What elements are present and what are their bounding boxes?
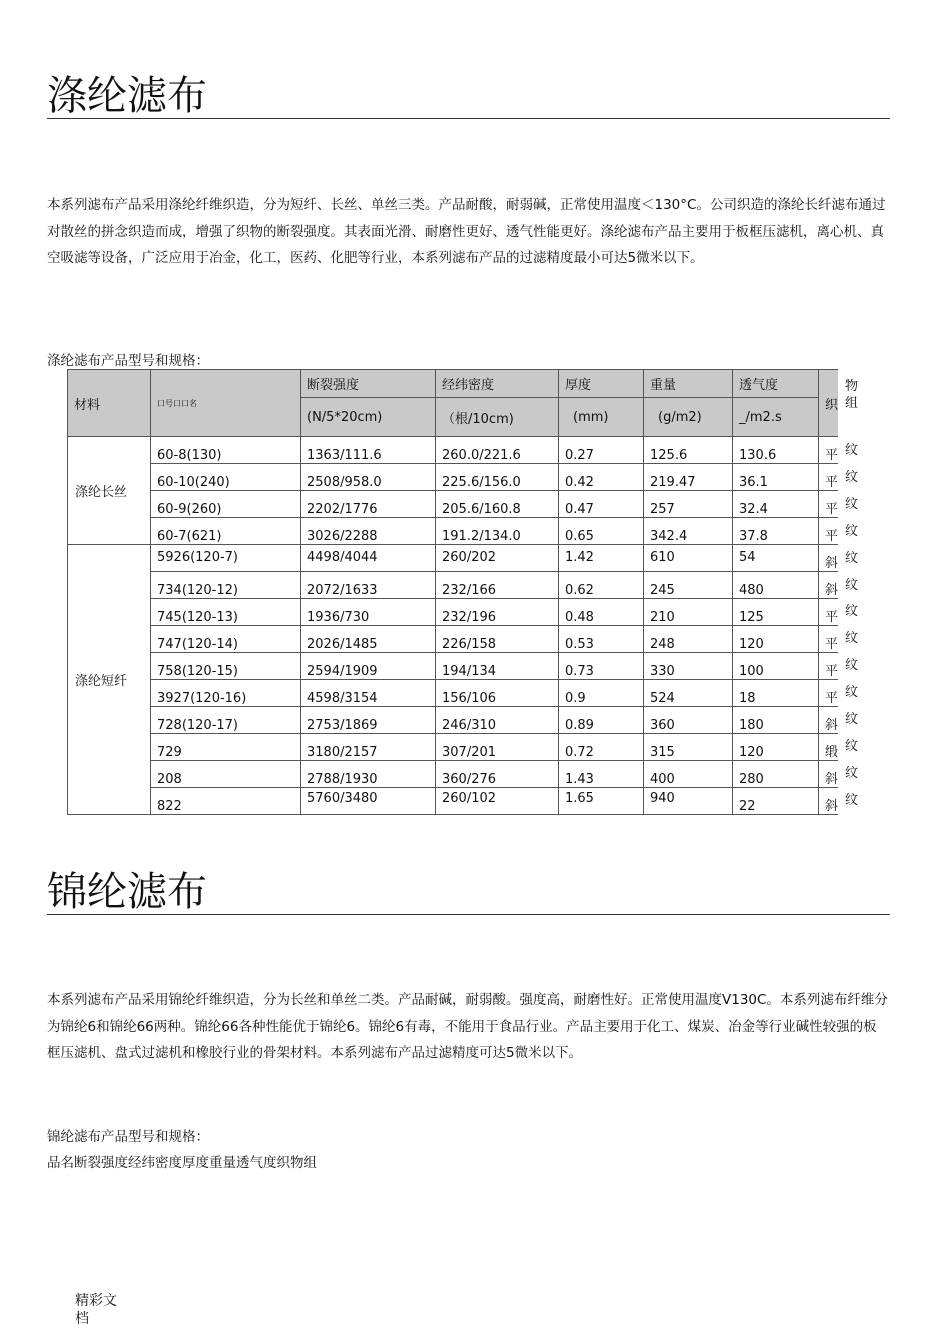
density-cell: 194/134 <box>436 653 559 680</box>
header-weave: 织 <box>819 370 839 437</box>
strength-cell: 3180/2157 <box>301 734 436 761</box>
table-row <box>68 518 839 545</box>
side-weave-char: 纹 <box>845 766 859 781</box>
weight-cell: 219.47 <box>644 464 733 491</box>
air-cell: 18 <box>733 680 819 707</box>
weave-cell: 平 <box>819 491 839 518</box>
model-cell: 60-9(260) <box>151 491 301 518</box>
thickness-cell: 0.62 <box>559 572 644 599</box>
model-cell: 60-10(240) <box>151 464 301 491</box>
thickness-cell: 0.27 <box>559 437 644 464</box>
density-cell: 205.6/160.8 <box>436 491 559 518</box>
air-cell: 120 <box>733 626 819 653</box>
density-cell: 225.6/156.0 <box>436 464 559 491</box>
weight-cell: 610 <box>644 545 733 572</box>
side-weave-char: 纹 <box>845 685 859 700</box>
weave-cell: 斜 <box>819 545 839 572</box>
strength-cell: 2594/1909 <box>301 653 436 680</box>
model-cell: 208 <box>151 761 301 788</box>
strength-cell: 2072/1633 <box>301 572 436 599</box>
weight-cell: 315 <box>644 734 733 761</box>
table-caption-nylon: 锦纶滤布产品型号和规格： <box>47 1129 209 1145</box>
weave-cell: 斜 <box>819 761 839 788</box>
density-cell: 260/202 <box>436 545 559 572</box>
thickness-cell: 0.89 <box>559 707 644 734</box>
thickness-cell: 0.9 <box>559 680 644 707</box>
header-thickness-unit: (mm) <box>559 398 644 437</box>
section-title-polyester: 涤纶滤布 <box>47 74 890 119</box>
strength-cell: 2788/1930 <box>301 761 436 788</box>
density-cell: 360/276 <box>436 761 559 788</box>
strength-cell: 1936/730 <box>301 599 436 626</box>
weight-cell: 257 <box>644 491 733 518</box>
thickness-cell: 1.65 <box>559 788 644 815</box>
side-weave-char: 纹 <box>845 712 859 727</box>
side-weave-char: 纹 <box>845 497 859 512</box>
model-cell: 758(120-15) <box>151 653 301 680</box>
air-cell: 37.8 <box>733 518 819 545</box>
air-cell: 130.6 <box>733 437 819 464</box>
weight-cell: 245 <box>644 572 733 599</box>
side-weave-char: 纹 <box>845 631 859 646</box>
header-density: 经纬密度 <box>436 370 559 398</box>
section-paragraph-nylon: 本系列滤布产品采用锦纶纤维织造，分为长丝和单丝二类。产品耐碱，耐弱酸。强度高，耐磨性好。正常使用温度V130C。本系列滤布纤维分为锦纶6和锦纶66两种。锦纶66各种性能优于锦纶6。锦纶6有毒，不能用于食品行业。产品主要用于化工、煤炭、冶金等行业碱性较强的板框压滤机、盘式过滤机和橡胶行业的骨架材料。本系列滤布产品过滤精度可达5微米以下。 <box>47 992 888 1061</box>
table-row <box>68 572 839 599</box>
weight-cell: 940 <box>644 788 733 815</box>
thickness-cell: 0.47 <box>559 491 644 518</box>
model-cell: 734(120-12) <box>151 572 301 599</box>
thickness-cell: 0.73 <box>559 653 644 680</box>
table-caption-polyester: 涤纶滤布产品型号和规格： <box>47 353 209 369</box>
model-cell: 3927(120-16) <box>151 680 301 707</box>
air-cell: 22 <box>733 788 819 815</box>
table-header-line-nylon: 品名断裂强度经纬密度厚度重量透气度织物组 <box>47 1155 317 1171</box>
table-row <box>68 626 839 653</box>
model-cell: 747(120-14) <box>151 626 301 653</box>
table-row <box>68 491 839 518</box>
table-row <box>68 437 839 464</box>
thickness-cell: 0.65 <box>559 518 644 545</box>
model-cell: 729 <box>151 734 301 761</box>
table-row <box>68 761 839 788</box>
model-cell: 60-7(621) <box>151 518 301 545</box>
air-cell: 32.4 <box>733 491 819 518</box>
table-row <box>68 680 839 707</box>
header-air-unit: _/m2.s <box>733 398 819 437</box>
strength-cell: 4498/4044 <box>301 545 436 572</box>
side-weave-char: 纹 <box>845 524 859 539</box>
model-cell: 745(120-13) <box>151 599 301 626</box>
footer-text: 精彩文档 <box>75 1293 117 1327</box>
density-cell: 156/106 <box>436 680 559 707</box>
weight-cell: 125.6 <box>644 437 733 464</box>
weave-cell: 缎 <box>819 734 839 761</box>
section-paragraph-polyester: 本系列滤布产品采用涤纶纤维织造，分为短纤、长丝、单丝三类。产品耐酸，耐弱碱，正常使用温度＜130°C。公司织造的涤纶长纤滤布通过对散丝的拼念织造而成，增强了织物的断裂强度。其表面光滑、耐磨性更好、透气性能更好。涤纶滤布产品主要用于板框压滤机，离心机、真空吸滤等设备，广泛应用于冶金，化工，医药、化肥等行业，本系列滤布产品的过滤精度最小可达5微米以下。 <box>47 197 886 266</box>
strength-cell: 2508/958.0 <box>301 464 436 491</box>
air-cell: 100 <box>733 653 819 680</box>
air-cell: 120 <box>733 734 819 761</box>
air-cell: 36.1 <box>733 464 819 491</box>
density-cell: 232/196 <box>436 599 559 626</box>
thickness-cell: 0.53 <box>559 626 644 653</box>
strength-cell: 2753/1869 <box>301 707 436 734</box>
side-header-1: 物 <box>845 379 859 394</box>
model-cell: 822 <box>151 788 301 815</box>
model-cell: 60-8(130) <box>151 437 301 464</box>
density-cell: 191.2/134.0 <box>436 518 559 545</box>
weight-cell: 400 <box>644 761 733 788</box>
table-row <box>68 653 839 680</box>
weight-cell: 210 <box>644 599 733 626</box>
strength-cell: 2026/1485 <box>301 626 436 653</box>
air-cell: 480 <box>733 572 819 599</box>
weight-cell: 360 <box>644 707 733 734</box>
weave-cell: 平 <box>819 464 839 491</box>
thickness-cell: 1.42 <box>559 545 644 572</box>
thickness-cell: 1.43 <box>559 761 644 788</box>
header-air: 透气度 <box>733 370 819 398</box>
section-title-nylon: 锦纶滤布 <box>47 870 890 915</box>
polyester-spec-table <box>67 369 838 815</box>
weave-cell: 平 <box>819 680 839 707</box>
strength-cell: 3026/2288 <box>301 518 436 545</box>
material-cell: 涤纶长丝 <box>68 437 151 545</box>
density-cell: 226/158 <box>436 626 559 653</box>
density-cell: 246/310 <box>436 707 559 734</box>
side-weave-char: 纹 <box>845 470 859 485</box>
density-cell: 260/102 <box>436 788 559 815</box>
header-strength-unit: (N/5*20cm) <box>301 398 436 437</box>
side-weave-char: 纹 <box>845 443 859 458</box>
weight-cell: 524 <box>644 680 733 707</box>
weave-cell: 平 <box>819 653 839 680</box>
density-cell: 307/201 <box>436 734 559 761</box>
air-cell: 280 <box>733 761 819 788</box>
thickness-cell: 0.42 <box>559 464 644 491</box>
strength-cell: 2202/1776 <box>301 491 436 518</box>
side-weave-char: 纹 <box>845 658 859 673</box>
thickness-cell: 0.48 <box>559 599 644 626</box>
material-cell: 涤纶短纤 <box>68 545 151 815</box>
side-weave-char: 纹 <box>845 578 859 593</box>
weave-cell: 平 <box>819 626 839 653</box>
weave-cell: 斜 <box>819 707 839 734</box>
side-header-2: 组 <box>845 396 859 411</box>
air-cell: 180 <box>733 707 819 734</box>
strength-cell: 5760/3480 <box>301 788 436 815</box>
side-weave-char: 纹 <box>845 739 859 754</box>
header-thickness: 厚度 <box>559 370 644 398</box>
model-cell: 5926(120-7) <box>151 545 301 572</box>
header-model: 口号口口名 <box>151 370 301 437</box>
weave-cell: 斜 <box>819 572 839 599</box>
weight-cell: 342.4 <box>644 518 733 545</box>
weight-cell: 330 <box>644 653 733 680</box>
air-cell: 125 <box>733 599 819 626</box>
weight-cell: 248 <box>644 626 733 653</box>
density-cell: 232/166 <box>436 572 559 599</box>
header-strength: 断裂强度 <box>301 370 436 398</box>
table-row <box>68 734 839 761</box>
density-cell: 260.0/221.6 <box>436 437 559 464</box>
table-row <box>68 599 839 626</box>
table-row <box>68 788 839 815</box>
weave-cell: 斜 <box>819 788 839 815</box>
header-weight-unit: (g/m2) <box>644 398 733 437</box>
side-weave-char: 纹 <box>845 604 859 619</box>
header-density-unit: （根/10cm) <box>436 398 559 437</box>
table-row <box>68 707 839 734</box>
weave-cell: 平 <box>819 437 839 464</box>
header-material: 材料 <box>68 370 151 437</box>
strength-cell: 1363/111.6 <box>301 437 436 464</box>
table-row <box>68 464 839 491</box>
weave-cell: 平 <box>819 599 839 626</box>
header-weight: 重量 <box>644 370 733 398</box>
strength-cell: 4598/3154 <box>301 680 436 707</box>
model-cell: 728(120-17) <box>151 707 301 734</box>
air-cell: 54 <box>733 545 819 572</box>
side-weave-char: 纹 <box>845 793 859 808</box>
thickness-cell: 0.72 <box>559 734 644 761</box>
weave-cell: 平 <box>819 518 839 545</box>
side-weave-char: 纹 <box>845 551 859 566</box>
table-row <box>68 545 839 572</box>
